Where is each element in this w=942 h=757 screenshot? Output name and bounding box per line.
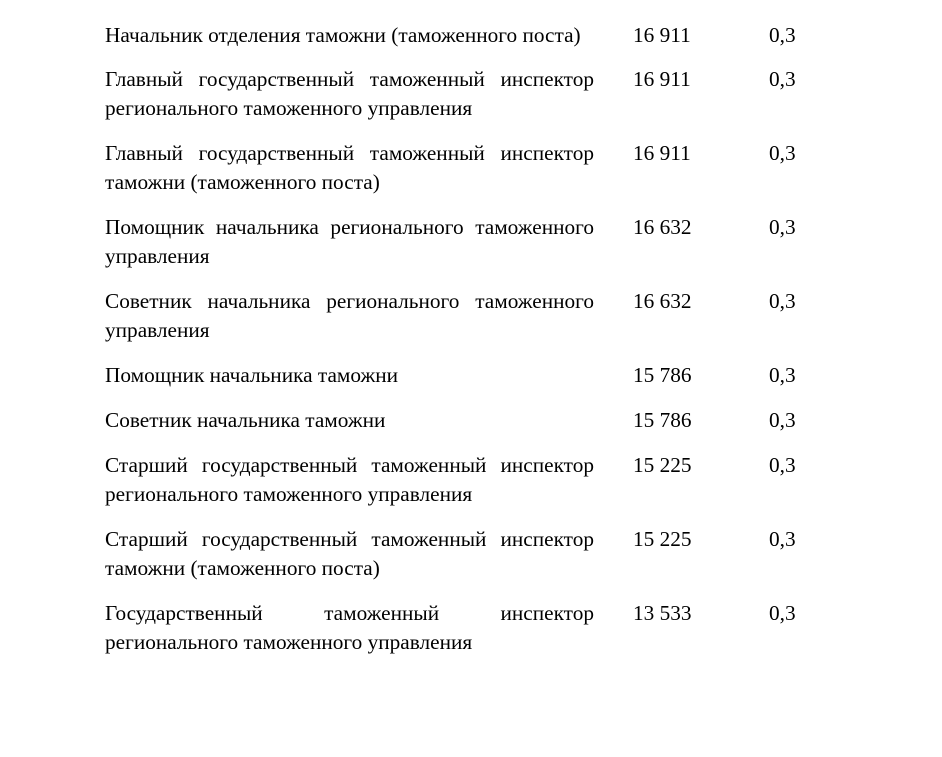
salary-value: 16 911 [633, 67, 691, 91]
position-title: Начальник отделения таможни (таможенного поста) [105, 23, 581, 47]
coefficient-value: 0,3 [769, 527, 796, 551]
position-title: Советник начальника регионального таможенного управления [105, 289, 594, 342]
position-title: Главный государственный таможенный инспектор таможни (таможенного поста) [105, 141, 594, 194]
salary-table [105, 21, 825, 657]
table-row [105, 287, 825, 345]
coefficient-value: 0,3 [769, 67, 796, 91]
salary-value: 16 911 [633, 23, 691, 47]
table-row [105, 525, 825, 583]
table-row [105, 599, 825, 657]
table-row [105, 451, 825, 509]
coefficient-value: 0,3 [769, 408, 796, 432]
salary-value: 13 533 [633, 601, 692, 625]
coefficient-value: 0,3 [769, 215, 796, 239]
salary-value: 15 786 [633, 363, 692, 387]
position-title: Старший государственный таможенный инспектор регионального таможенного управления [105, 453, 594, 506]
position-title: Помощник начальника регионального таможенного управления [105, 215, 594, 268]
table-row [105, 406, 825, 435]
table-row [105, 213, 825, 271]
coefficient-value: 0,3 [769, 363, 796, 387]
table-row [105, 139, 825, 197]
table-row [105, 361, 825, 390]
salary-value: 15 786 [633, 408, 692, 432]
position-title: Помощник начальника таможни [105, 363, 399, 387]
coefficient-value: 0,3 [769, 289, 796, 313]
coefficient-value: 0,3 [769, 453, 796, 477]
position-title: Старший государственный таможенный инспектор таможни (таможенного поста) [105, 527, 594, 580]
coefficient-value: 0,3 [769, 141, 796, 165]
salary-value: 15 225 [633, 453, 692, 477]
table-row [105, 21, 825, 50]
salary-value: 16 911 [633, 141, 691, 165]
position-title: Главный государственный таможенный инспектор регионального таможенного управления [105, 67, 594, 120]
table-row [105, 65, 825, 123]
salary-value: 15 225 [633, 527, 692, 551]
position-title: Государственный таможенный инспектор регионального таможенного управления [105, 601, 594, 654]
salary-value: 16 632 [633, 215, 692, 239]
salary-value: 16 632 [633, 289, 692, 313]
position-title: Советник начальника таможни [105, 408, 386, 432]
coefficient-value: 0,3 [769, 601, 796, 625]
coefficient-value: 0,3 [769, 23, 796, 47]
